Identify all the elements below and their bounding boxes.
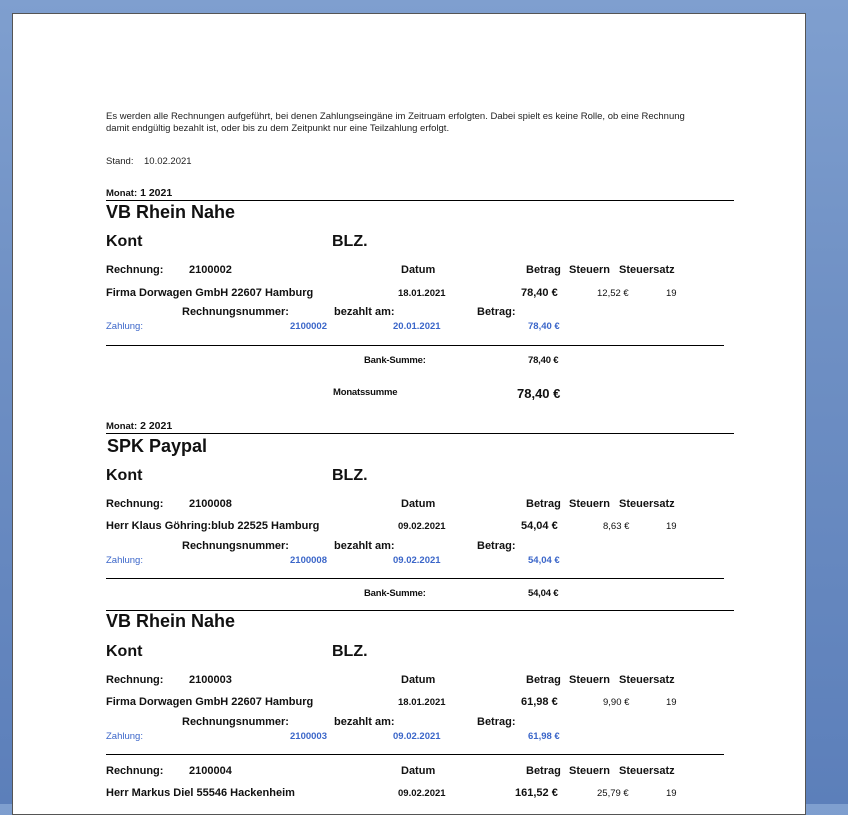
monatssumme-label: Monatssumme	[333, 387, 398, 398]
payment-date: 09.02.2021	[393, 555, 441, 566]
steuern-header: Steuern	[569, 765, 610, 777]
betrag-header: Betrag	[526, 765, 561, 777]
betrag-header: Betrag	[526, 498, 561, 510]
month-label: Monat:	[106, 421, 138, 432]
invoice-date: 18.01.2021	[398, 288, 446, 299]
steuern-header: Steuern	[569, 674, 610, 686]
customer-name: Herr Markus Diel 55546 Hackenheim	[106, 787, 295, 799]
bank-divider	[106, 578, 724, 579]
rechnungsnummer-label: Rechnungsnummer:	[182, 540, 289, 552]
bank-name: VB Rhein Nahe	[106, 611, 236, 631]
intro-text: Es werden alle Rechnungen aufgeführt, bei denen Zahlungseingäne im Zeitruam erfolgten. Dabei spielt es keine Rolle, ob eine Rechnung damit endgültig bezahlt ist, oder bis zu dem Zeitpunkt nur eine Teilzahlung erfolgt.	[106, 111, 685, 134]
month-header	[106, 420, 172, 432]
invoice-divider	[106, 754, 724, 755]
zahlung-label: Zahlung:	[106, 321, 143, 332]
bank-divider	[106, 345, 724, 346]
customer-name: Herr Klaus Göhring:blub 22525 Hamburg	[106, 520, 320, 532]
kont-label: Kont	[106, 643, 143, 660]
invoice-date: 09.02.2021	[398, 521, 446, 532]
invoice-amount: 54,04 €	[521, 520, 558, 532]
invoice-date: 18.01.2021	[398, 697, 446, 708]
customer-name: Firma Dorwagen GmbH 22607 Hamburg	[106, 696, 314, 708]
invoice-date: 09.02.2021	[398, 788, 446, 799]
steuern-header: Steuern	[569, 498, 610, 510]
bank-summe-label: Bank-Summe:	[364, 355, 426, 366]
blz-label: BLZ.	[332, 643, 368, 660]
betrag-label: Betrag:	[477, 716, 516, 728]
bank-name: VB Rhein Nahe	[106, 202, 236, 222]
tax-amount: 8,63 €	[603, 521, 630, 532]
customer-name: Firma Dorwagen GmbH 22607 Hamburg	[106, 287, 314, 299]
payment-date: 09.02.2021	[393, 731, 441, 742]
blz-label: BLZ.	[332, 233, 368, 250]
betrag-label: Betrag:	[477, 540, 516, 552]
month-label: Monat:	[106, 188, 138, 199]
payment-number: 2100008	[290, 555, 327, 566]
month-divider	[106, 433, 734, 434]
bank-summe-value: 54,04 €	[528, 588, 559, 599]
kont-label: Kont	[106, 467, 143, 484]
payment-number: 2100003	[290, 731, 327, 742]
tax-rate: 19	[666, 788, 677, 799]
datum-header: Datum	[401, 264, 436, 276]
tax-rate: 19	[666, 521, 677, 532]
invoice-amount: 78,40 €	[521, 287, 558, 299]
steuersatz-header: Steuersatz	[619, 674, 675, 686]
steuersatz-header: Steuersatz	[619, 765, 675, 777]
rechnung-label: Rechnung:	[106, 765, 164, 777]
rechnung-number: 2100002	[189, 264, 232, 276]
bank-summe-label: Bank-Summe:	[364, 588, 426, 599]
tax-amount: 12,52 €	[597, 288, 629, 299]
monatssumme-value: 78,40 €	[517, 386, 561, 401]
month-header	[106, 187, 172, 199]
payment-amount: 78,40 €	[528, 321, 560, 332]
zahlung-label: Zahlung:	[106, 555, 143, 566]
tax-amount: 9,90 €	[603, 697, 630, 708]
zahlung-label: Zahlung:	[106, 731, 143, 742]
kont-label: Kont	[106, 233, 143, 250]
betrag-header: Betrag	[526, 264, 561, 276]
datum-header: Datum	[401, 765, 436, 777]
tax-rate: 19	[666, 697, 677, 708]
invoice-amount: 61,98 €	[521, 696, 558, 708]
bank-name: SPK Paypal	[107, 436, 208, 456]
betrag-header: Betrag	[526, 674, 561, 686]
steuern-header: Steuern	[569, 264, 610, 276]
bank-summe-value: 78,40 €	[528, 355, 559, 366]
month-value: 1 2021	[140, 187, 173, 199]
tax-amount: 25,79 €	[597, 788, 629, 799]
bezahlt-am-label: bezahlt am:	[334, 716, 395, 728]
payment-date: 20.01.2021	[393, 321, 441, 332]
rechnungsnummer-label: Rechnungsnummer:	[182, 306, 289, 318]
report-page	[12, 13, 806, 815]
rechnung-number: 2100003	[189, 674, 232, 686]
payment-number: 2100002	[290, 321, 327, 332]
betrag-label: Betrag:	[477, 306, 516, 318]
month-value: 2 2021	[140, 420, 173, 432]
month-divider	[106, 200, 734, 201]
bezahlt-am-label: bezahlt am:	[334, 306, 395, 318]
rechnungsnummer-label: Rechnungsnummer:	[182, 716, 289, 728]
payment-amount: 54,04 €	[528, 555, 560, 566]
rechnung-label: Rechnung:	[106, 264, 164, 276]
stand-label: Stand:	[106, 156, 134, 167]
datum-header: Datum	[401, 674, 436, 686]
rechnung-label: Rechnung:	[106, 674, 164, 686]
payment-amount: 61,98 €	[528, 731, 560, 742]
steuersatz-header: Steuersatz	[619, 264, 675, 276]
rechnung-number: 2100008	[189, 498, 232, 510]
rechnung-label: Rechnung:	[106, 498, 164, 510]
rechnung-number: 2100004	[189, 765, 232, 777]
bezahlt-am-label: bezahlt am:	[334, 540, 395, 552]
tax-rate: 19	[666, 288, 677, 299]
datum-header: Datum	[401, 498, 436, 510]
invoice-amount: 161,52 €	[515, 787, 558, 799]
blz-label: BLZ.	[332, 467, 368, 484]
steuersatz-header: Steuersatz	[619, 498, 675, 510]
stand-date: 10.02.2021	[144, 156, 192, 167]
